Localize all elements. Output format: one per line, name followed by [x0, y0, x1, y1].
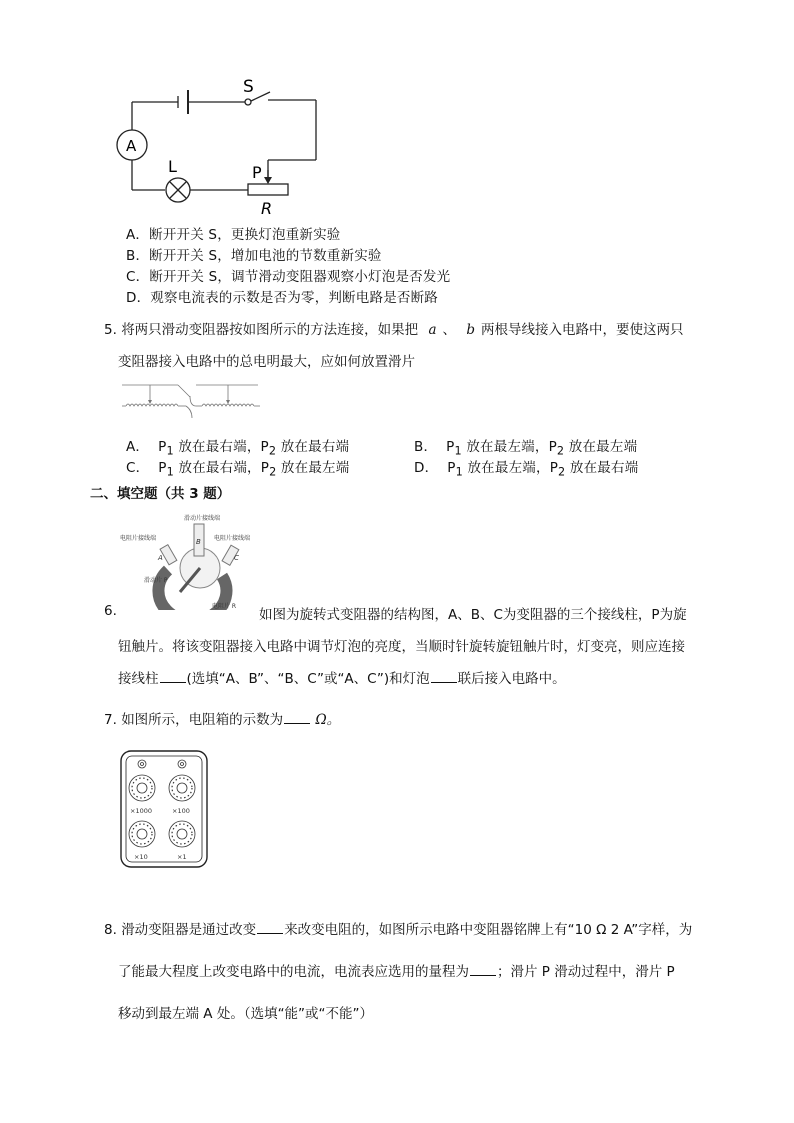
q4-option-a: A．断开开关 S，更换灯泡重新实验 — [126, 227, 341, 243]
q6-blank-2[interactable] — [431, 670, 457, 683]
q5-rheostat-figure — [118, 375, 268, 427]
q8-line3: 移动到最左端 A 处。（选填“能”或“不能”） — [118, 1006, 374, 1022]
q7-number: 7. — [104, 712, 117, 728]
rotary-label-c: C — [234, 554, 239, 562]
q8-number: 8. — [104, 922, 117, 938]
rotary-label-a: A — [158, 554, 163, 562]
circuit-figure — [110, 70, 330, 220]
resistance-box-figure — [120, 750, 210, 870]
ammeter-label: A — [126, 137, 137, 155]
q6-line2: 钮触片。将该变阻器接入电路中调节灯泡的亮度，当顺时针旋转旋钮触片时，灯变亮，则应连接 — [118, 639, 685, 655]
q6-number: 6. — [104, 603, 117, 619]
q4-option-c: C．断开开关 S，调节滑动变阻器观察小灯泡是否发光 — [126, 269, 451, 285]
dial-x1000: ×1000 — [130, 807, 152, 815]
q5-option-b: B． $P_1$ 放在最左端，$P_2$ 放在最左端 — [414, 439, 638, 458]
q8-line1: 8. 滑动变阻器是通过改变 来改变电阻的，如图所示电路中变阻器铭牌上有“10 Ω 2 A”字样，为 — [104, 922, 693, 938]
q5-line2: 变阻器接入电路中的总电明最大，应如何放置滑片 — [118, 354, 415, 370]
q4-option-d: D．观察电流表的示数是否为零，判断电路是否断路 — [126, 290, 438, 306]
section-title-fill-in: 二、填空题（共 3 题） — [90, 486, 231, 502]
q8-blank-2[interactable] — [470, 963, 496, 976]
q6-blank-1[interactable] — [160, 670, 186, 683]
resistor-label: R — [261, 199, 273, 218]
slider-label: P — [252, 163, 262, 182]
q5-line1: 5. 将两只滑动变阻器按如图所示的方法连接，如果把 a 、 b 两根导线接入电路中，要使这两只 — [104, 322, 684, 338]
dial-x10: ×10 — [134, 853, 148, 861]
q7-line: 7. 如图所示，电阻箱的示数为 Ω。 — [104, 712, 341, 728]
rotary-label-slider: 滑动片 P — [144, 577, 168, 584]
q5-number: 5. — [104, 322, 117, 338]
q5-option-d: D． $P_1$ 放在最左端，$P_2$ 放在最右端 — [414, 460, 639, 479]
rotary-label-left: 电阻片接线端 — [120, 535, 157, 542]
rotary-label-b: B — [196, 538, 201, 546]
rotary-label-top: 滑动片接线端 — [184, 515, 221, 522]
q5-option-c: C． $P_1$ 放在最右端，$P_2$ 放在最左端 — [126, 460, 350, 479]
q8-blank-1[interactable] — [257, 921, 283, 934]
q8-line2: 了能最大程度上改变电路中的电流，电流表应选用的量程为 ；滑片 P 滑动过程中，滑片 P — [118, 964, 675, 980]
dial-x100: ×100 — [172, 807, 190, 815]
rotary-label-resistor: 电阻片 R — [212, 603, 237, 610]
dial-x1: ×1 — [177, 853, 187, 861]
q7-blank[interactable] — [284, 711, 310, 724]
q6-line3: 接线柱 (选填“A、B”、“B、C”或“A、C”)和灯泡 联后接入电路中。 — [118, 671, 566, 687]
q5-option-a: A． $P_1$ 放在最右端，$P_2$ 放在最右端 — [126, 439, 350, 458]
rotary-label-right: 电阻片接线端 — [214, 535, 251, 542]
rotary-rheostat-figure — [118, 510, 258, 610]
q4-option-b: B．断开开关 S，增加电池的节数重新实验 — [126, 248, 382, 264]
switch-label: S — [243, 77, 254, 97]
lamp-label: L — [168, 157, 177, 176]
q6-line1: 如图为旋转式变阻器的结构图，A、B、C为变阻器的三个接线柱，P为旋 — [259, 607, 687, 623]
